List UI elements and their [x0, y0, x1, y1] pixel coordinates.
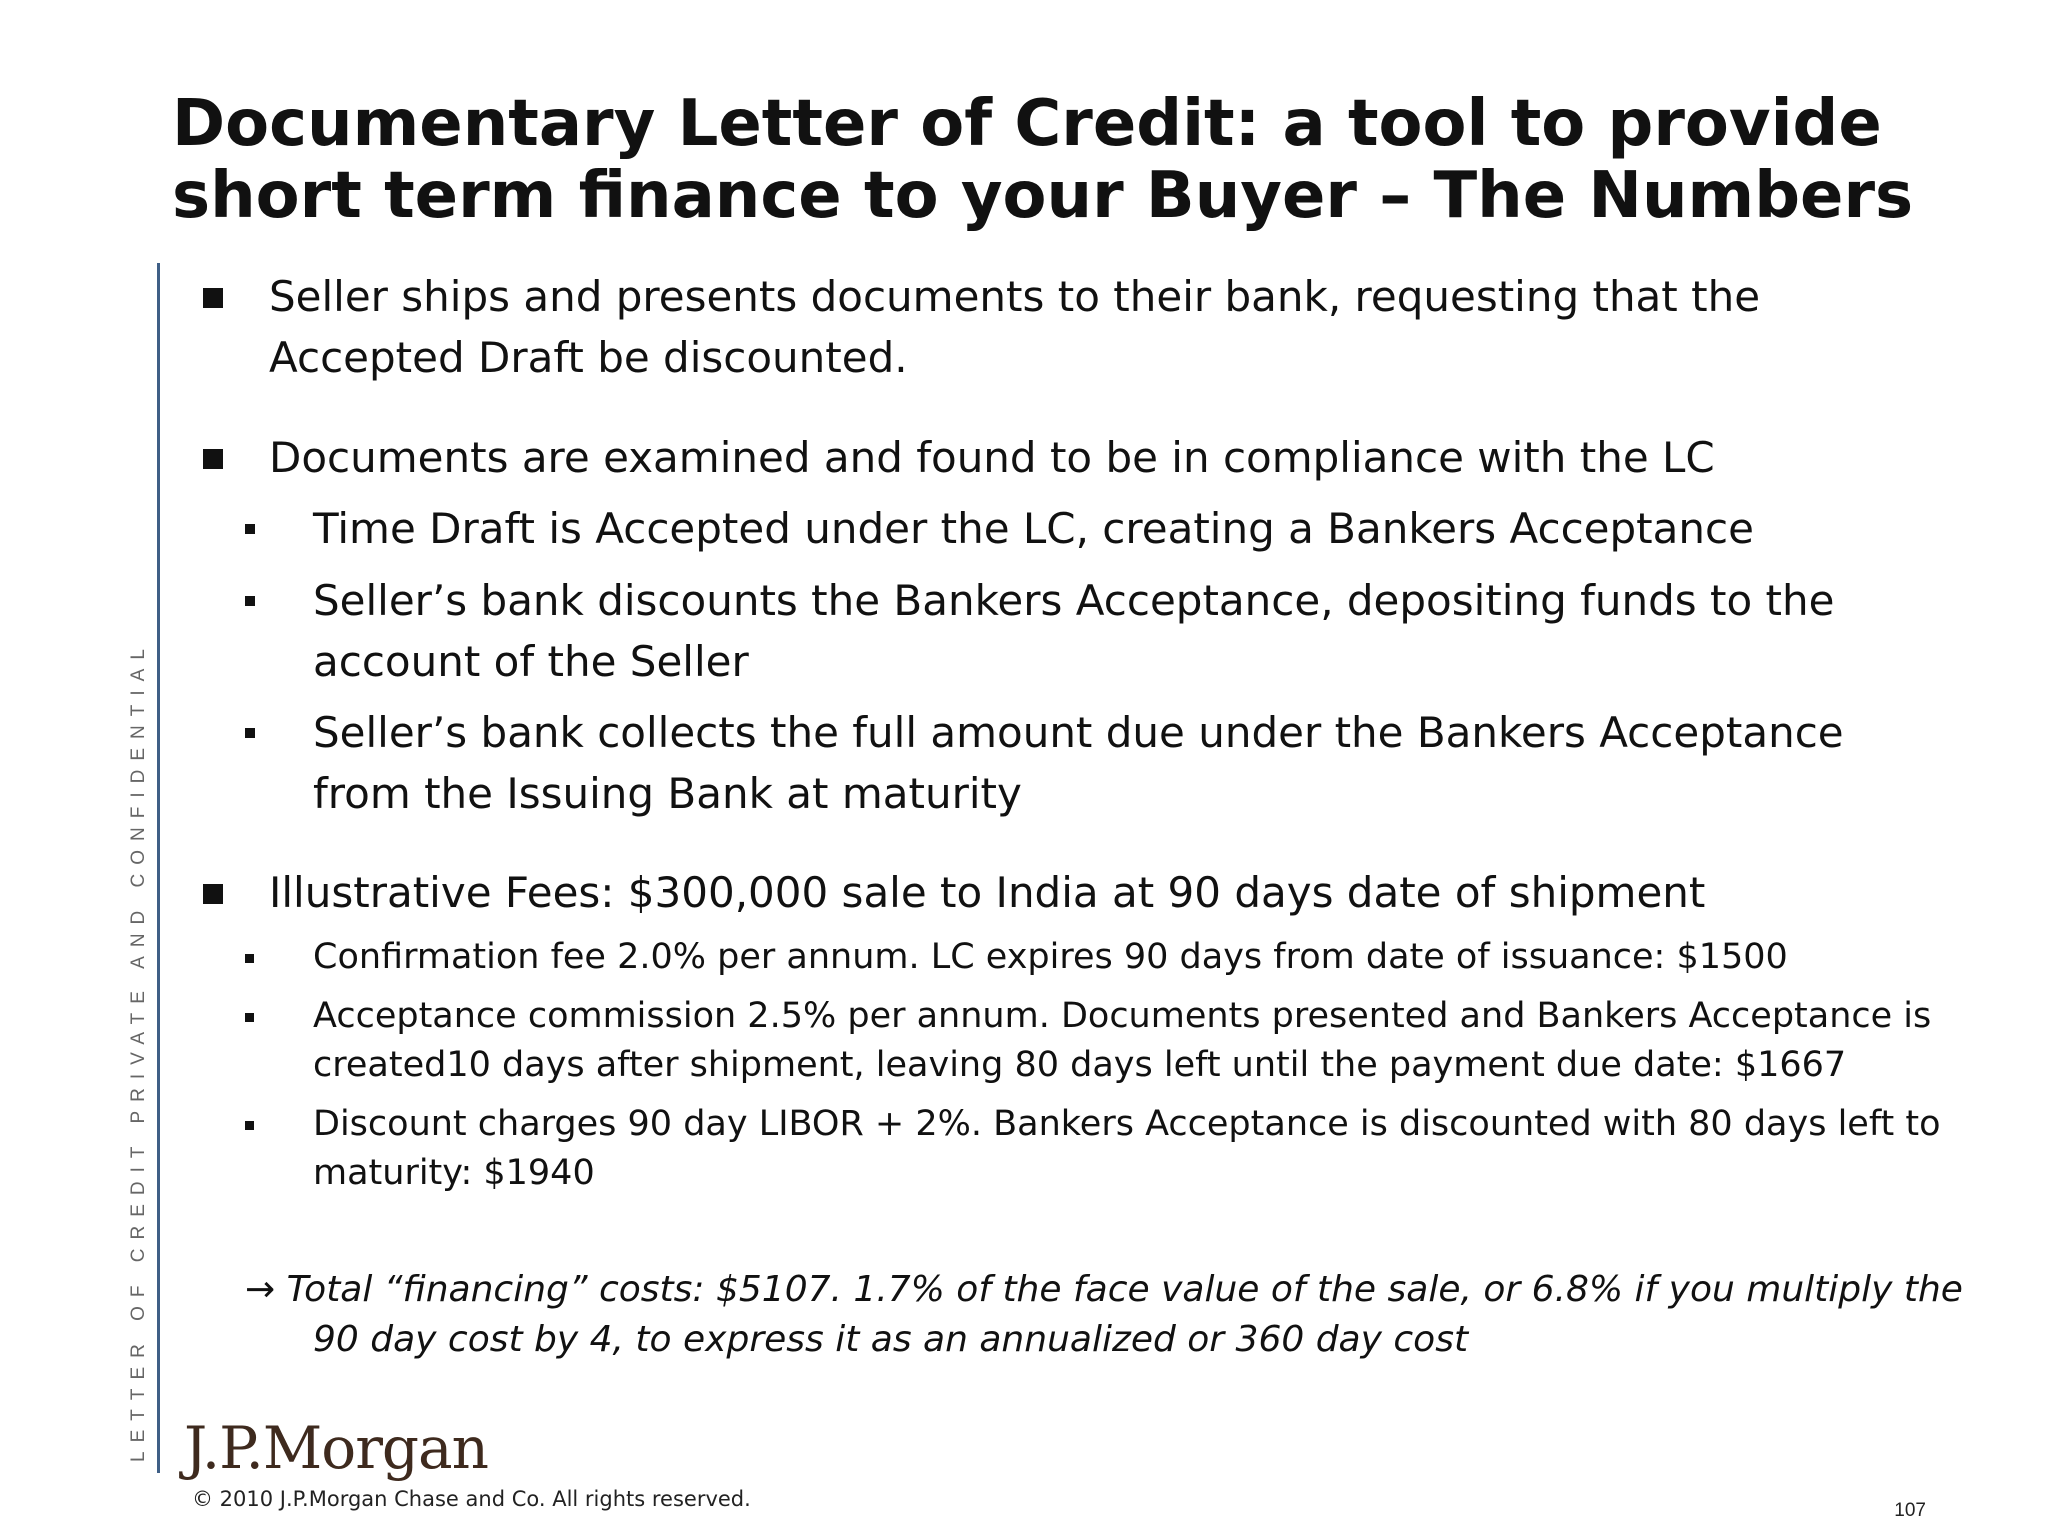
- bullet-documents-examined: [203, 427, 1963, 488]
- summary-line-1: Total “financing” costs: $5107. 1.7% of the face value of the sale, or 6.8% if you multiply the: [286, 1269, 1963, 1310]
- arrow-right-icon: →: [245, 1269, 276, 1310]
- sub-bullet-seller-bank-discounts: [245, 570, 1945, 692]
- small-square-bullet-icon: [245, 1013, 254, 1022]
- sub-bullet-text: Seller’s bank collects the full amount due under the Bankers Acceptance from the Issuing Bank at maturity: [313, 708, 1844, 818]
- copyright-notice: © 2010 J.P.Morgan Chase and Co. All rights reserved.: [192, 1487, 751, 1511]
- jpmorgan-logo: J.P.Morgan: [184, 1414, 488, 1482]
- fee-acceptance-commission: [245, 992, 1955, 1090]
- fee-discount-charges: [245, 1100, 1955, 1198]
- square-bullet-icon: [203, 288, 223, 308]
- bullet-illustrative-fees: [203, 862, 1963, 923]
- square-bullet-icon: [203, 884, 223, 904]
- fee-confirmation: [245, 933, 1955, 982]
- slide-title: Documentary Letter of Credit: a tool to provide short term finance to your Buyer – The Numbers: [172, 87, 1914, 233]
- small-square-bullet-icon: [245, 954, 254, 963]
- summary-line-2: 90 day cost by 4, to express it as an annualized or 360 day cost: [313, 1319, 1469, 1360]
- sub-bullet-seller-bank-collects: [245, 702, 1945, 824]
- sub-bullet-text: Time Draft is Accepted under the LC, creating a Bankers Acceptance: [313, 504, 1754, 553]
- fee-text: Confirmation fee 2.0% per annum. LC expires 90 days from date of issuance: $1500: [313, 937, 1788, 977]
- small-square-bullet-icon: [245, 524, 255, 534]
- small-square-bullet-icon: [245, 728, 255, 738]
- sub-bullet-text: Seller’s bank discounts the Bankers Acceptance, depositing funds to the account of the Seller: [313, 576, 1835, 686]
- small-square-bullet-icon: [245, 1121, 254, 1130]
- square-bullet-icon: [203, 449, 223, 469]
- bullet-text: Documents are examined and found to be in compliance with the LC: [269, 433, 1715, 482]
- confidential-label: LETTER OF CREDIT PRIVATE AND CONFIDENTIAL: [128, 640, 149, 1462]
- fee-text: Acceptance commission 2.5% per annum. Documents presented and Bankers Acceptance is created10 days after shipment, leaving 80 days left until the payment due date: $1667: [313, 996, 1932, 1085]
- bullet-seller-ships: [203, 266, 1963, 388]
- total-financing-costs: [245, 1265, 1965, 1365]
- sub-bullet-time-draft: [245, 498, 1945, 559]
- bullet-text: Illustrative Fees: $300,000 sale to India at 90 days date of shipment: [269, 868, 1706, 917]
- side-rule: [157, 263, 160, 1473]
- fee-text: Discount charges 90 day LIBOR + 2%. Bankers Acceptance is discounted with 80 days left to maturity: $1940: [313, 1104, 1941, 1193]
- small-square-bullet-icon: [245, 596, 255, 606]
- bullet-text: Seller ships and presents documents to their bank, requesting that the Accepted Draft be discounted.: [269, 272, 1761, 382]
- page-number: 107: [1894, 1500, 1926, 1521]
